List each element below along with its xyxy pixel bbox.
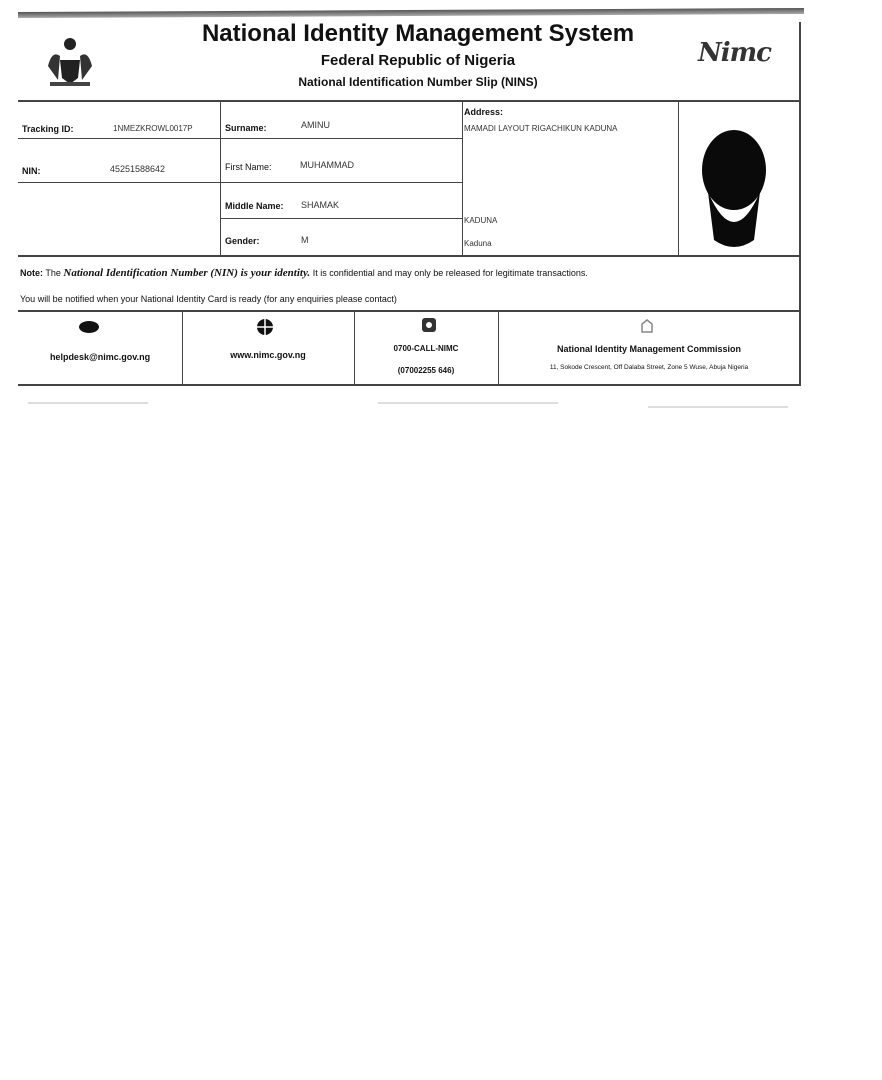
footer-website: www.nimc.gov.ng — [230, 350, 306, 360]
footer-phone-number: (07002255 646) — [397, 366, 455, 375]
scan-smudge — [28, 402, 148, 404]
note-lead: The — [45, 268, 61, 278]
address-lga: Kaduna — [464, 239, 492, 248]
divider — [18, 182, 462, 183]
nin-value: 45251588642 — [110, 164, 166, 174]
top-border — [18, 8, 804, 18]
tracking-id-label: Tracking ID: — [22, 124, 74, 134]
footer-org-address: 11, Sokode Crescent, Off Dalaba Street, Zone 5 Wuse, Abuja Nigeria — [549, 364, 749, 371]
divider — [18, 138, 462, 139]
divider — [18, 255, 800, 257]
nin-label: NIN: — [22, 166, 41, 176]
slip-title: National Identification Number Slip (NINS) — [298, 75, 538, 89]
scan-smudge — [378, 402, 558, 404]
divider — [462, 102, 463, 255]
middle-name-value: SHAMAK — [301, 200, 340, 210]
nimc-logo: Nimc — [698, 38, 771, 68]
address-state: KADUNA — [464, 216, 498, 225]
address-line1: MAMADI LAYOUT RIGACHIKUN KADUNA — [464, 124, 618, 133]
note-prefix: Note: — [20, 268, 43, 278]
scan-smudge — [648, 406, 788, 408]
divider — [220, 218, 462, 219]
first-name-value: MUHAMMAD — [300, 160, 354, 170]
person-photo — [694, 122, 774, 252]
divider — [18, 384, 800, 386]
divider — [18, 100, 800, 102]
nin-slip — [18, 10, 804, 390]
phone-icon — [420, 316, 438, 334]
divider — [18, 310, 800, 312]
footer-email: helpdesk@nimc.gov.ng — [49, 352, 151, 362]
page-subtitle: Federal Republic of Nigeria — [320, 52, 516, 69]
coat-of-arms-icon — [40, 30, 100, 90]
tracking-id-value: 1NMEZKROWL0017P — [113, 124, 193, 133]
first-name-label: First Name: — [225, 162, 272, 172]
footer-org-name: National Identity Management Commission — [556, 344, 742, 354]
surname-value: AMINU — [301, 120, 330, 130]
page-title: National Identity Management System — [201, 20, 635, 47]
divider — [182, 312, 183, 384]
note-line-1 — [20, 267, 588, 279]
middle-name-label: Middle Name: — [225, 201, 284, 211]
address-label: Address: — [464, 107, 504, 117]
gender-value: M — [301, 235, 309, 245]
note-emphasis: National Identification Number (NIN) is your identity. — [63, 267, 311, 279]
email-icon — [78, 320, 100, 334]
gender-label: Gender: — [225, 236, 260, 246]
surname-label: Surname: — [225, 123, 267, 133]
globe-icon — [256, 318, 274, 336]
divider — [799, 22, 801, 386]
footer-phone-label: 0700-CALL-NIMC — [393, 344, 459, 353]
divider — [220, 102, 221, 255]
divider — [678, 102, 679, 255]
note-rest: It is confidential and may only be released for legitimate transactions. — [312, 268, 588, 278]
note-line-2: You will be notified when your National Identity Card is ready (for any enquiries please contact) — [20, 294, 397, 304]
address-icon — [640, 318, 654, 334]
